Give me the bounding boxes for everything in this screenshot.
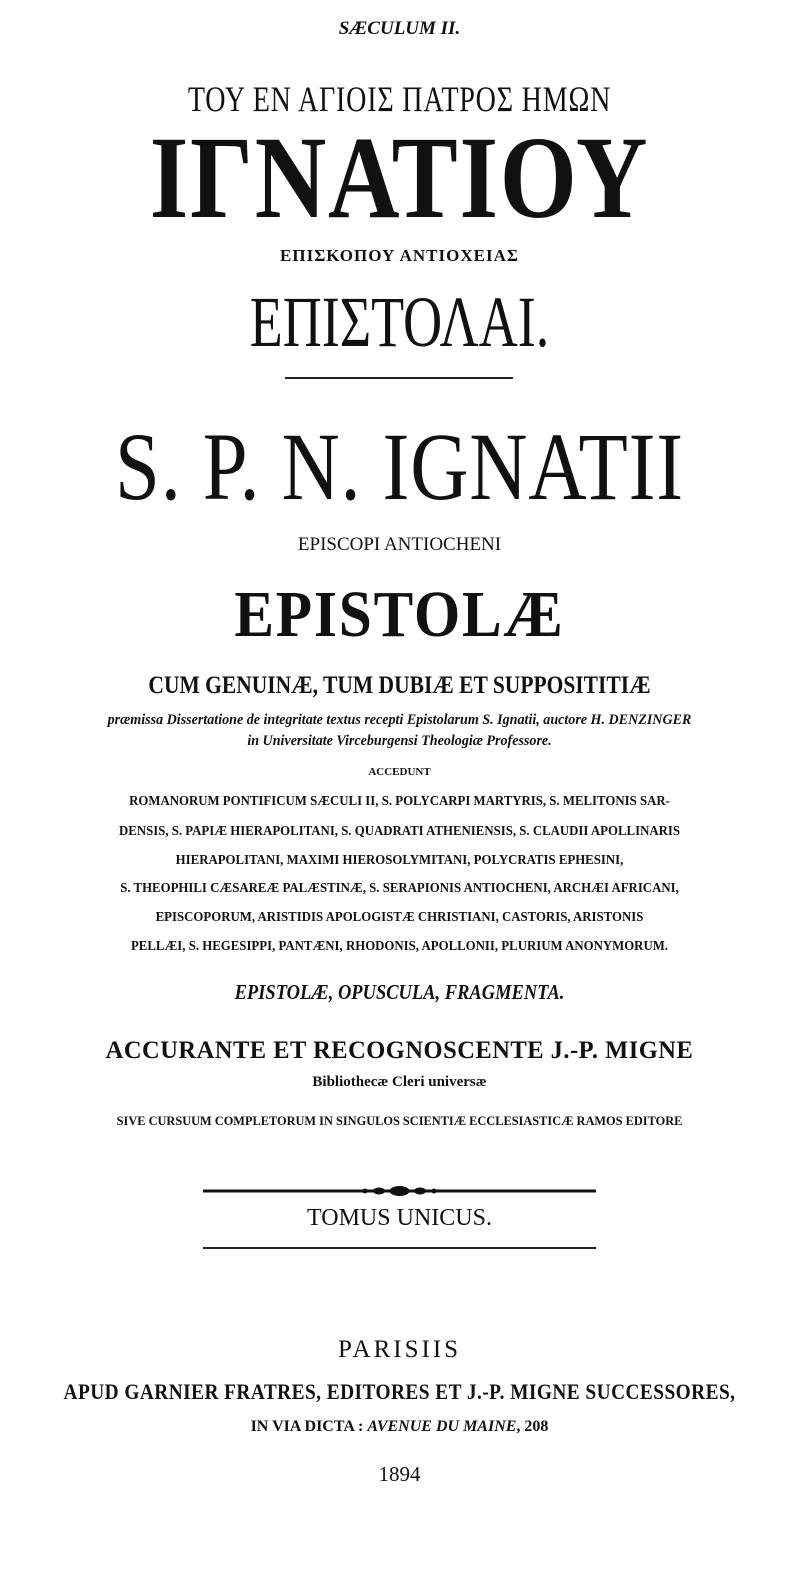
imprint-year: 1894 bbox=[378, 1462, 421, 1486]
latin-author-name: S. P. N. IGNATII bbox=[115, 413, 684, 520]
praemissa-line-1: præmissa Dissertatione de integritate textus recepti Epistolarum S. Ignatii, auctore H. DENZINGER bbox=[107, 712, 692, 728]
accedunt-label: ACCEDUNT bbox=[368, 766, 431, 778]
latin-episcopi: EPISCOPI ANTIOCHENI bbox=[297, 534, 502, 555]
authors-list-line: DENSIS, S. PAPIÆ HIERAPOLITANI, S. QUADRATI ATHENIENSIS, S. CLAUDII APOLLINARIS bbox=[118, 823, 680, 838]
greek-epistolai: ΕΠΙΣΤΟΛΑΙ. bbox=[249, 282, 550, 362]
imprint-city: PARISIIS bbox=[337, 1336, 462, 1363]
authors-list-line: HIERAPOLITANI, MAXIMI HIEROSOLYMITANI, POLYCRATIS EPHESINI, bbox=[175, 852, 624, 867]
address-number: , 208 bbox=[516, 1418, 549, 1435]
divider-rule bbox=[203, 1247, 596, 1249]
greek-header: ΤΟΥ ΕΝ ΑΓΙΟΙΣ ΠΑΤΡΟΣ ΗΜΩΝ bbox=[187, 79, 612, 119]
imprint-publisher: APUD GARNIER FRATRES, EDITORES ET J.-P. MIGNE SUCCESSORES, bbox=[63, 1379, 736, 1404]
greek-episkopou: ΕΠΙΣΚΟΠΟΥ ΑΝΤΙΟΧΕΙΑΣ bbox=[280, 246, 519, 265]
authors-list-line: ROMANORUM PONTIFICUM SÆCULI II, S. POLYCARPI MARTYRIS, S. MELITONIS SAR- bbox=[129, 793, 670, 808]
latin-epistolae: EPISTOLÆ bbox=[234, 578, 565, 651]
sive-cursuum-line: SIVE CURSUUM COMPLETORUM IN SINGULOS SCIENTIÆ ECCLESIASTICÆ RAMOS EDITORE bbox=[116, 1113, 683, 1128]
opuscula-line: EPISTOLÆ, OPUSCULA, FRAGMENTA. bbox=[234, 980, 565, 1004]
imprint-address bbox=[0, 1418, 799, 1436]
authors-list-line: EPISCOPORUM, ARISTIDIS APOLOGISTÆ CHRISTIANI, CASTORIS, ARISTONIS bbox=[155, 909, 644, 924]
address-prefix: IN VIA DICTA : bbox=[250, 1418, 368, 1435]
greek-author-name: ΙΓΝΑΤΙΟΥ bbox=[149, 112, 650, 243]
saeculum-label: SÆCULUM II. bbox=[338, 18, 461, 39]
address-street: AVENUE DU MAINE bbox=[367, 1418, 517, 1435]
divider-rule bbox=[285, 377, 513, 379]
cum-genuinae-line: CUM GENUINÆ, TUM DUBIÆ ET SUPPOSITITIÆ bbox=[148, 672, 651, 699]
ornamental-rule bbox=[203, 1183, 596, 1199]
bibliotheca-line: Bibliothecæ Cleri universæ bbox=[312, 1074, 487, 1090]
praemissa-line-2: in Universitate Virceburgensi Theologiæ Professore. bbox=[247, 733, 552, 749]
tomus-label: TOMUS UNICUS. bbox=[307, 1205, 492, 1231]
authors-list-line: S. THEOPHILI CÆSAREÆ PALÆSTINÆ, S. SERAPIONIS ANTIOCHENI, ARCHÆI AFRICANI, bbox=[120, 880, 679, 895]
accurante-line: ACCURANTE ET RECOGNOSCENTE J.-P. MIGNE bbox=[105, 1037, 694, 1064]
authors-list-line: PELLÆI, S. HEGESIPPI, PANTÆNI, RHODONIS, APOLLONII, PLURIUM ANONYMORUM. bbox=[130, 938, 669, 953]
